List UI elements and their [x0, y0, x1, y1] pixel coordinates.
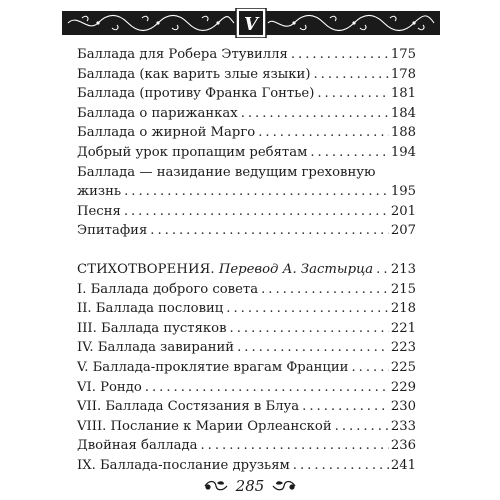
- toc-entry-title: Баллада о парижанках: [77, 105, 238, 121]
- toc-entry: [77, 123, 416, 143]
- leader-dots: [200, 436, 388, 456]
- toc-entry-title: V. Баллада-проклятие врагам Франции: [77, 359, 349, 375]
- toc-group-a: [77, 45, 416, 163]
- toc-entry-title: VII. Баллада Состязания в Блуа: [77, 399, 300, 415]
- toc-entry-wrapped: [77, 163, 416, 202]
- toc-entry-page: 184: [390, 105, 416, 121]
- toc-entry: [77, 221, 416, 241]
- toc-entry-title: II. Баллада пословиц: [77, 301, 224, 317]
- toc-entry-title: VIII. Послание к Марии Орлеанской: [77, 418, 332, 434]
- initial-letter: V: [244, 14, 258, 35]
- floral-scroll-icon: [62, 8, 440, 38]
- toc-entry-page: 213: [390, 261, 416, 277]
- toc-entry: [77, 280, 416, 300]
- toc-entry-page: 175: [390, 47, 416, 62]
- header-ornament: [62, 8, 440, 38]
- table-of-contents: [77, 45, 416, 475]
- section-spacer: [77, 241, 416, 260]
- toc-entry: [77, 143, 416, 163]
- leader-dots: [351, 358, 388, 378]
- toc-entry-page: 201: [390, 203, 416, 219]
- toc-entry-title: Двойная баллада: [77, 438, 198, 454]
- leader-dots: [302, 397, 389, 417]
- toc-entry: [77, 65, 416, 85]
- fleuron-left-icon: [203, 479, 229, 493]
- leader-dots: [237, 338, 389, 358]
- toc-entry-page: 178: [390, 66, 416, 82]
- toc-entry-page: 194: [390, 144, 416, 160]
- toc-entry-title: Эпитафия: [77, 223, 148, 239]
- leader-dots: [313, 65, 388, 85]
- leader-dots: [310, 143, 388, 163]
- toc-entry-title: Песня: [77, 203, 121, 219]
- toc-entry: [77, 417, 416, 437]
- toc-entry-title: Баллада для Робера Этувилля: [77, 47, 288, 62]
- toc-entry-page: 241: [390, 457, 416, 473]
- toc-group-b: [77, 202, 416, 241]
- toc-entry: [77, 319, 416, 339]
- page-footer: [0, 476, 500, 496]
- toc-entry: [77, 378, 416, 398]
- toc-entry-page: 221: [390, 320, 416, 336]
- toc-entry-title-line2-row: [77, 182, 416, 202]
- leader-dots: [241, 104, 389, 124]
- page-number: 285: [235, 477, 265, 495]
- toc-entry-page: 195: [390, 184, 416, 200]
- leader-dots: [124, 182, 389, 202]
- leader-dots: [335, 417, 389, 437]
- toc-entry-title: IV. Баллада завираний: [77, 340, 235, 356]
- leader-dots: [376, 260, 389, 280]
- toc-entry-title-line1: Баллада — назидание ведущим греховную: [77, 164, 376, 180]
- toc-group-c: [77, 280, 416, 476]
- toc-entry: [77, 45, 416, 65]
- leader-dots: [291, 45, 389, 65]
- section-title: [77, 260, 373, 280]
- toc-entry: [77, 202, 416, 222]
- toc-entry-page: 223: [390, 340, 416, 356]
- toc-entry-page: 230: [390, 399, 416, 415]
- toc-entry-title: VI. Рондо: [77, 379, 142, 395]
- toc-entry: [77, 299, 416, 319]
- toc-entry: [77, 104, 416, 124]
- toc-entry: [77, 84, 416, 104]
- section-translator: Перевод А. Застырца: [218, 261, 374, 277]
- toc-entry-title: IX. Баллада-послание друзьям: [77, 457, 290, 473]
- toc-entry-page: 233: [390, 418, 416, 434]
- toc-entry-page: 215: [390, 281, 416, 297]
- leader-dots: [150, 221, 389, 241]
- leader-dots: [226, 299, 389, 319]
- toc-entry-page: 181: [390, 86, 416, 102]
- toc-entry-title: Баллада (как варить злые языки): [77, 66, 311, 82]
- toc-section-heading: [77, 260, 416, 280]
- leader-dots: [261, 280, 389, 300]
- toc-entry-title: I. Баллада доброго совета: [77, 281, 259, 297]
- leader-dots: [293, 456, 389, 476]
- toc-entry: [77, 358, 416, 378]
- toc-entry-page: 188: [390, 125, 416, 141]
- toc-entry: [77, 456, 416, 476]
- toc-entry-page: 218: [390, 301, 416, 317]
- leader-dots: [230, 319, 389, 339]
- toc-entry-title: Добрый урок пропащим ребятам: [77, 144, 308, 160]
- leader-dots: [145, 378, 389, 398]
- toc-entry-page: 207: [390, 223, 416, 239]
- section-label: СТИХОТВОРЕНИЯ.: [77, 261, 215, 277]
- leader-dots: [124, 202, 389, 222]
- fleuron-right-icon: [271, 479, 297, 493]
- toc-entry-title: Баллада (противу Франка Гонтье): [77, 86, 315, 102]
- toc-entry-title: III. Баллада пустяков: [77, 320, 227, 336]
- toc-entry: [77, 397, 416, 417]
- toc-entry-title-line2: жизнь: [77, 184, 122, 200]
- toc-entry-page: 225: [390, 359, 416, 375]
- toc-entry-title: Баллада о жирной Марго: [77, 125, 256, 141]
- leader-dots: [317, 84, 388, 104]
- toc-entry: [77, 338, 416, 358]
- leader-dots: [258, 123, 389, 143]
- toc-entry: [77, 436, 416, 456]
- toc-entry-page: 236: [390, 438, 416, 454]
- toc-entry-page: 229: [390, 379, 416, 395]
